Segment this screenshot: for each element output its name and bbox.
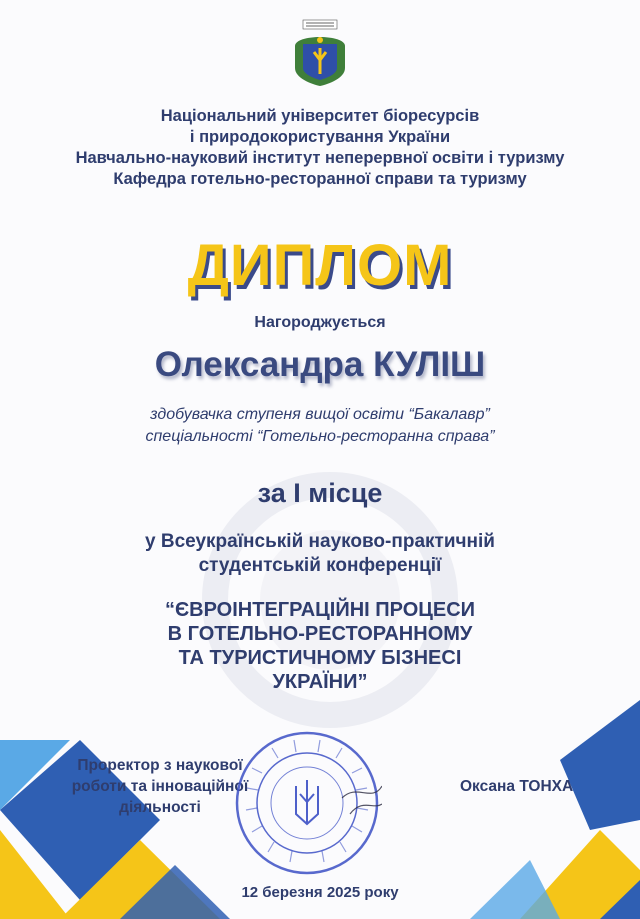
degree-line: здобувачка ступеня вищої освіти “Бакалавр” [150,406,490,423]
specialty-line: спеціальності “Готельно-ресторанна справа” [145,428,495,445]
position-line-3: діяльності [119,799,201,816]
university-crest-icon [289,16,351,88]
topic-line-2: В ГОТЕЛЬНО-РЕСТОРАННОМУ [167,623,473,645]
header-department-line: Кафедра готельно-ресторанної справи та туризму [113,170,527,188]
topic-line-4: УКРАЇНИ” [272,671,368,693]
conference-line-2: студентській конференції [198,555,442,576]
position-line-2: роботи та інноваційної [71,778,249,795]
header-university-line-1: Національний університет біоресурсів [160,107,480,125]
topic-line-3: ТА ТУРИСТИЧНОМУ БІЗНЕСІ [178,647,462,669]
award-label: Нагороджується [254,314,386,331]
recipient-description [0,404,640,448]
diploma-title: ДИПЛОМ [187,233,453,298]
recipient-name: Олександра КУЛІШ [154,345,486,384]
topic-line-1: “ЄВРОІНТЕГРАЦІЙНІ ПРОЦЕСИ [164,599,476,621]
official-stamp-icon [232,728,382,878]
institution-header [0,106,640,190]
issue-date: 12 березня 2025 року [241,884,399,901]
conference-description [0,530,640,578]
signatory-name: Оксана ТОНХА [460,778,574,795]
conference-topic [0,598,640,694]
award-place: за І місце [257,478,383,508]
header-institute-line: Навчально-науковий інститут неперервної освіти і туризму [75,149,565,167]
header-university-line-2: і природокористування України [189,128,451,146]
position-line-1: Проректор з наукової [77,757,243,774]
conference-line-1: у Всеукраїнській науково-практичній [145,531,495,552]
